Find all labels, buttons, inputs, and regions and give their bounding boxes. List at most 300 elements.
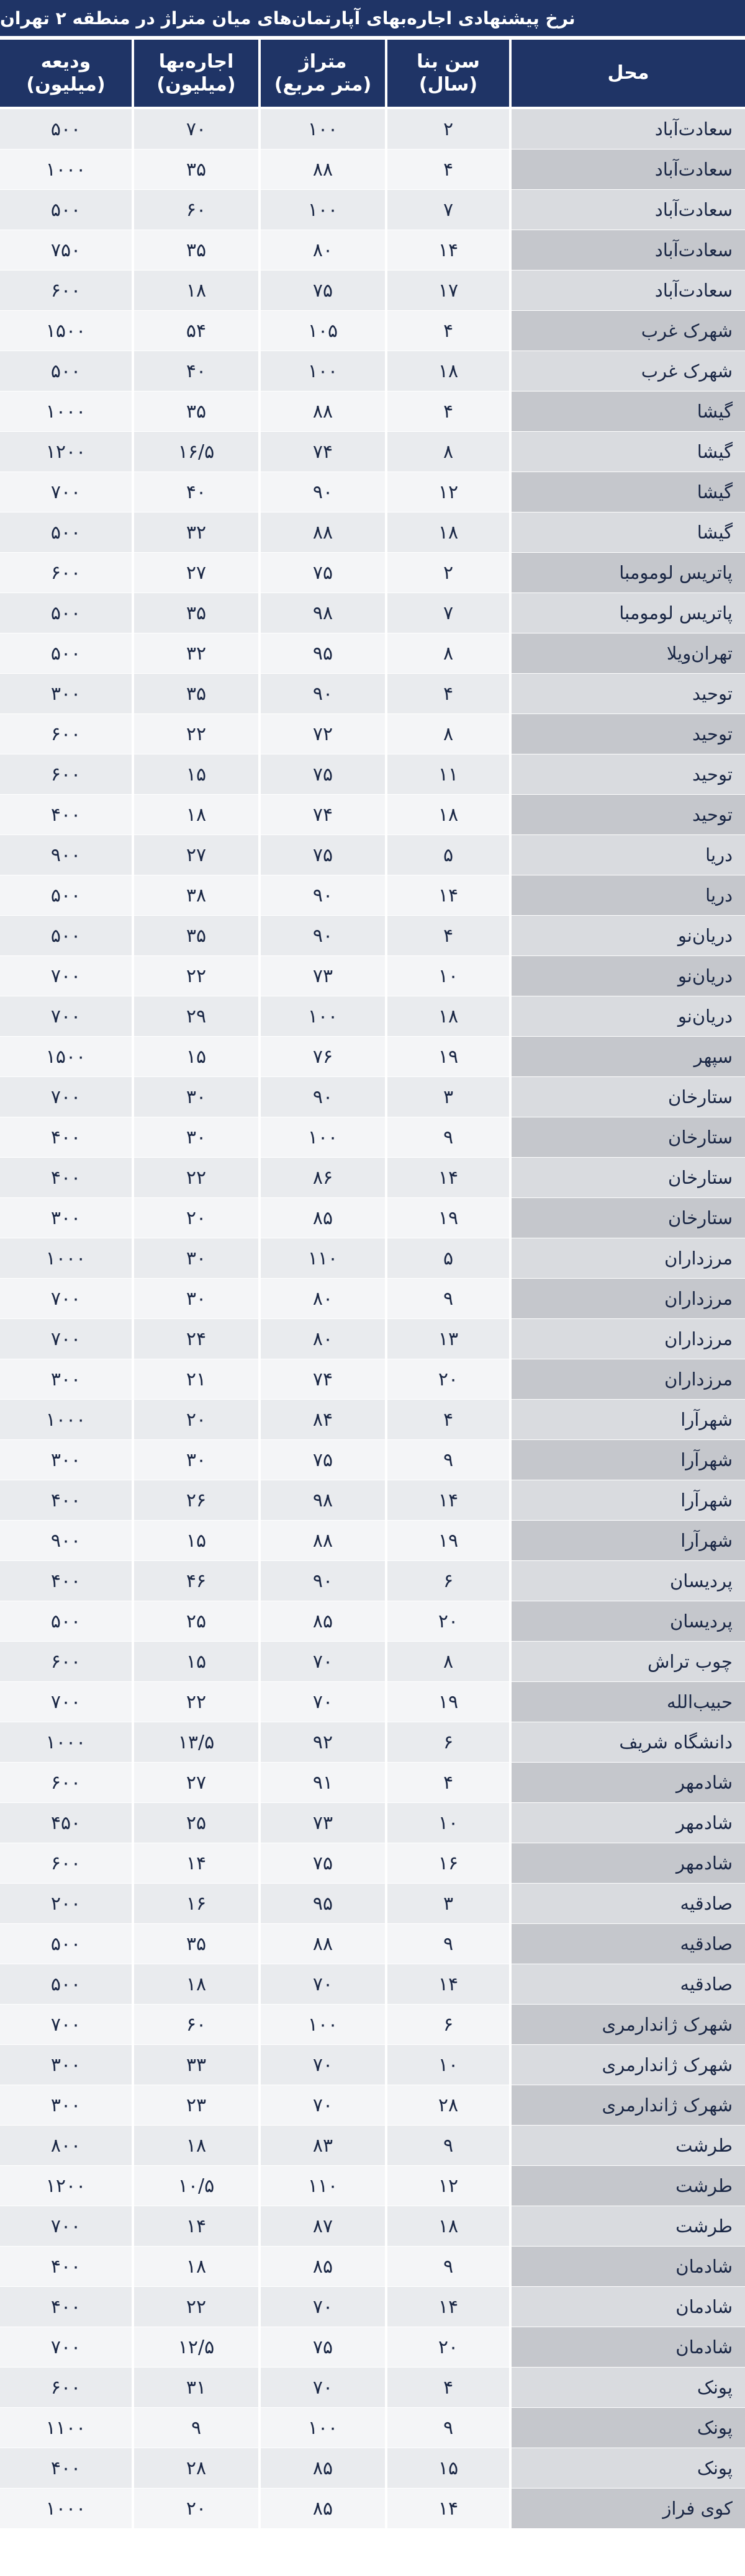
cell-location-text: صادقیه [680,1893,733,1914]
cell-area [261,391,385,431]
cell-location [512,1037,745,1076]
cell-rent [134,2166,258,2206]
cell-rent [134,472,258,512]
cell-deposit-text: ۶۰۰ [50,561,81,584]
cell-rent [134,2489,258,2528]
column-header-rent-label: اجاره‌بها [158,50,234,73]
cell-location-text: توحید [692,683,733,704]
cell-building-age [387,2368,509,2407]
cell-area [261,1803,385,1843]
cell-area [261,956,385,996]
cell-building-age-text: ۴ [443,1408,454,1431]
cell-area [261,1198,385,1238]
cell-deposit [0,835,132,875]
table-row [0,996,745,1036]
cell-area [261,1480,385,1520]
cell-area [261,2005,385,2044]
cell-rent-text: ۲۲ [186,2296,207,2318]
cell-area-text: ۹۰ [312,1570,333,1592]
cell-deposit [0,1117,132,1157]
cell-area-text: ۸۵ [312,2457,333,2479]
cell-building-age-text: ۱۲ [438,2175,459,2197]
cell-deposit [0,2287,132,2327]
table-body [0,109,745,2528]
cell-building-age-text: ۸ [443,1650,454,1673]
cell-deposit [0,593,132,633]
cell-deposit [0,109,132,149]
cell-area [261,2166,385,2206]
cell-location-text: تهران‌ویلا [666,643,733,664]
cell-area-text: ۷۵ [312,561,333,584]
cell-area-text: ۸۰ [312,1328,333,1350]
cell-deposit-text: ۳۰۰ [50,682,81,705]
cell-area [261,1440,385,1480]
cell-rent-text: ۵۴ [186,320,207,342]
cell-rent-text: ۲۰ [186,2497,207,2520]
cell-building-age-text: ۱۰ [438,2054,459,2076]
cell-location-text: سپهر [693,1046,733,1067]
cell-area-text: ۷۰ [312,1650,333,1673]
cell-building-age [387,835,509,875]
cell-area-text: ۷۰ [312,2054,333,2076]
table-row [0,2206,745,2246]
cell-deposit [0,2206,132,2246]
cell-building-age-text: ۱۸ [438,360,459,382]
cell-deposit [0,1238,132,1278]
cell-rent [134,1924,258,1964]
cell-location [512,1077,745,1117]
table-row [0,512,745,552]
cell-area [261,2247,385,2286]
cell-rent-text: ۳۲ [186,642,207,664]
cell-rent-text: ۳۸ [186,884,207,906]
cell-building-age-text: ۱۹ [438,1045,459,1068]
cell-area [261,1521,385,1560]
cell-rent [134,1803,258,1843]
cell-location-text: گیشا [697,522,733,543]
cell-deposit-text: ۱۰۰۰ [45,400,86,423]
cell-deposit-text: ۴۵۰ [50,1812,81,1834]
cell-building-age-text: ۱۴ [438,2497,459,2520]
cell-rent-text: ۳۰ [186,1126,207,1148]
table-row [0,190,745,230]
cell-building-age-text: ۲۸ [438,2094,459,2116]
cell-deposit [0,674,132,713]
table-row [0,150,745,189]
cell-rent-text: ۲۹ [186,1005,207,1027]
cell-area [261,1037,385,1076]
cell-deposit-text: ۵۰۰ [50,360,81,382]
cell-building-age [387,2448,509,2488]
cell-deposit-text: ۵۰۰ [50,602,81,624]
cell-building-age [387,472,509,512]
column-header-rent [134,40,258,107]
cell-deposit-text: ۷۰۰ [50,2215,81,2237]
table-row [0,956,745,996]
cell-deposit-text: ۹۰۰ [50,844,81,866]
cell-building-age-text: ۹ [443,1126,454,1148]
cell-building-age-text: ۹ [443,2417,454,2439]
cell-location-text: کوی فراز [662,2498,733,2519]
cell-building-age-text: ۶ [443,1731,454,1753]
cell-location-text: شهرآرا [680,1449,733,1470]
cell-deposit-text: ۱۰۰۰ [45,1731,86,1753]
table-row [0,1561,745,1601]
cell-deposit-text: ۵۰۰ [50,642,81,664]
cell-building-age [387,1198,509,1238]
cell-area-text: ۸۵ [312,2497,333,2520]
cell-area [261,2206,385,2246]
cell-deposit-text: ۷۰۰ [50,481,81,503]
cell-building-age-text: ۵ [443,1247,454,1269]
cell-deposit [0,956,132,996]
cell-location-text: مرزداران [664,1328,733,1349]
cell-deposit [0,150,132,189]
cell-deposit [0,916,132,955]
cell-location [512,1642,745,1681]
cell-deposit [0,2448,132,2488]
cell-rent [134,1319,258,1359]
cell-location-text: شادمهر [676,1772,733,1793]
cell-area-text: ۹۸ [312,1489,333,1511]
cell-rent-text: ۲۳ [186,2094,207,2116]
cell-rent [134,1521,258,1560]
table-row [0,593,745,633]
cell-rent [134,1480,258,1520]
cell-deposit-text: ۳۰۰ [50,2054,81,2076]
cell-building-age-text: ۱۲ [438,481,459,503]
cell-area [261,1359,385,1399]
cell-building-age [387,996,509,1036]
cell-building-age-text: ۴ [443,682,454,705]
cell-building-age [387,553,509,593]
cell-rent-text: ۲۱ [186,1368,207,1390]
cell-rent [134,875,258,915]
cell-location-text: پردیسان [669,1611,733,1632]
cell-area-text: ۱۰۰ [307,2417,338,2439]
column-header-age [387,40,509,107]
cell-rent [134,1158,258,1197]
cell-building-age-text: ۲ [443,561,454,584]
cell-building-age-text: ۱۴ [438,884,459,906]
cell-rent-text: ۱۵ [186,1045,207,1068]
table-row [0,553,745,593]
cell-location-text: شهرک ژاندارمری [602,2095,733,2116]
cell-rent [134,1279,258,1318]
cell-location-text: پونک [697,2457,733,2479]
cell-building-age [387,1924,509,1964]
cell-building-age [387,271,509,310]
cell-deposit-text: ۶۰۰ [50,2376,81,2399]
cell-rent [134,714,258,754]
cell-building-age [387,875,509,915]
cell-rent [134,593,258,633]
cell-location [512,1480,745,1520]
cell-building-age [387,1319,509,1359]
cell-area [261,1964,385,2004]
cell-building-age [387,1803,509,1843]
cell-rent-text: ۱۶/۵ [178,441,215,463]
cell-area [261,1117,385,1157]
cell-deposit [0,1521,132,1560]
cell-rent-text: ۱۸ [186,1973,207,1995]
cell-rent-text: ۲۷ [186,561,207,584]
cell-rent [134,432,258,472]
cell-location-text: پونک [697,2377,733,2398]
cell-location [512,1682,745,1722]
cell-deposit [0,1964,132,2004]
cell-location [512,2206,745,2246]
cell-location [512,1884,745,1923]
cell-building-age-text: ۱۸ [438,803,459,826]
cell-location [512,1319,745,1359]
cell-building-age [387,1682,509,1722]
cell-deposit [0,1440,132,1480]
cell-area [261,1238,385,1278]
cell-area-text: ۸۷ [312,2215,333,2237]
cell-deposit-text: ۳۰۰ [50,1368,81,1390]
cell-rent [134,1601,258,1641]
cell-location [512,512,745,552]
cell-area-text: ۸۸ [312,158,333,181]
table-row [0,1601,745,1641]
cell-area [261,714,385,754]
cell-building-age-text: ۱۶ [438,1852,459,1874]
column-header-area [261,40,385,107]
cell-building-age-text: ۹ [443,2255,454,2278]
cell-area-text: ۷۴ [312,441,333,463]
table-row [0,391,745,431]
cell-deposit-text: ۳۰۰ [50,1449,81,1471]
cell-rent [134,795,258,834]
cell-building-age [387,1521,509,1560]
cell-area-text: ۸۸ [312,1529,333,1552]
cell-rent [134,674,258,713]
cell-area [261,916,385,955]
cell-rent [134,351,258,391]
cell-area-text: ۸۵ [312,1610,333,1632]
cell-location-text: سعادت‌آباد [654,119,733,140]
column-header-location-label: محل [607,62,649,84]
table-row [0,1359,745,1399]
cell-deposit-text: ۵۰۰ [50,118,81,140]
cell-building-age [387,2166,509,2206]
table-row [0,1279,745,1318]
cell-deposit [0,311,132,351]
cell-area [261,2368,385,2407]
cell-building-age [387,1359,509,1399]
cell-area-text: ۷۲ [312,723,333,745]
cell-location-text: ستارخان [668,1127,733,1148]
table-row [0,1722,745,1762]
cell-area [261,2287,385,2327]
cell-building-age [387,1238,509,1278]
cell-deposit-text: ۱۲۰۰ [45,441,86,463]
cell-location-text: حبیب‌الله [667,1691,733,1712]
cell-area [261,795,385,834]
cell-building-age [387,795,509,834]
cell-location-text: شادمهر [676,1812,733,1833]
cell-location [512,875,745,915]
cell-location-text: دریان‌نو [677,965,733,986]
cell-area [261,835,385,875]
cell-area-text: ۷۵ [312,2336,333,2358]
cell-location [512,1440,745,1480]
cell-area-text: ۹۰ [312,1086,333,1108]
cell-rent [134,2287,258,2327]
cell-building-age [387,1077,509,1117]
cell-building-age [387,714,509,754]
cell-location [512,1198,745,1238]
table-row [0,1964,745,2004]
cell-area [261,2408,385,2448]
column-header-area-label: متراژ [299,50,347,73]
cell-rent [134,1400,258,1439]
cell-building-age-text: ۳ [443,1892,454,1915]
cell-deposit-text: ۵۰۰ [50,884,81,906]
cell-deposit [0,2247,132,2286]
cell-rent-text: ۶۰ [186,199,207,221]
cell-area [261,593,385,633]
cell-location [512,996,745,1036]
cell-location-text: شهرآرا [680,1409,733,1430]
cell-deposit-text: ۱۲۰۰ [45,2175,86,2197]
cell-location [512,271,745,310]
cell-rent-text: ۷۰ [186,118,207,140]
cell-area [261,109,385,149]
cell-building-age-text: ۱۹ [438,1207,459,1229]
cell-building-age-text: ۱۹ [438,1529,459,1552]
cell-area-text: ۱۰۰ [307,1126,338,1148]
cell-area-text: ۸۸ [312,400,333,423]
cell-rent [134,109,258,149]
cell-rent [134,391,258,431]
cell-location [512,633,745,673]
cell-building-age-text: ۲ [443,118,454,140]
cell-rent [134,1037,258,1076]
cell-location [512,2166,745,2206]
cell-rent [134,2247,258,2286]
cell-area [261,633,385,673]
cell-area-text: ۷۰ [312,2094,333,2116]
cell-rent-text: ۳۲ [186,521,207,543]
cell-area-text: ۱۰۰ [307,1005,338,1027]
cell-rent-text: ۳۰ [186,1287,207,1310]
cell-building-age [387,109,509,149]
cell-area [261,1722,385,1762]
cell-deposit-text: ۶۰۰ [50,1650,81,1673]
cell-area-text: ۹۰ [312,481,333,503]
cell-location [512,2327,745,2367]
cell-rent [134,2126,258,2165]
cell-location-text: پاتریس لومومبا [619,602,733,624]
cell-building-age-text: ۱۸ [438,1005,459,1027]
cell-area-text: ۹۸ [312,602,333,624]
cell-area-text: ۹۵ [312,1892,333,1915]
cell-deposit [0,351,132,391]
cell-area-text: ۸۴ [312,1408,333,1431]
cell-deposit [0,875,132,915]
cell-building-age-text: ۲۰ [438,1368,459,1390]
cell-building-age [387,1279,509,1318]
cell-deposit-text: ۶۰۰ [50,723,81,745]
cell-area [261,512,385,552]
cell-building-age-text: ۱۴ [438,1166,459,1189]
cell-deposit-text: ۵۰۰ [50,1610,81,1632]
cell-location-text: سعادت‌آباد [654,159,733,180]
table-row [0,754,745,794]
table-row [0,674,745,713]
cell-location [512,2247,745,2286]
cell-rent [134,553,258,593]
cell-deposit-text: ۱۵۰۰ [45,1045,86,1068]
cell-location-text: توحید [692,804,733,825]
cell-rent [134,2206,258,2246]
cell-building-age-text: ۹ [443,1449,454,1471]
cell-building-age [387,351,509,391]
cell-location-text: پونک [697,2417,733,2438]
cell-building-age-text: ۲۰ [438,2336,459,2358]
cell-area-text: ۸۵ [312,2255,333,2278]
table-row [0,109,745,149]
cell-rent [134,2408,258,2448]
cell-location [512,1964,745,2004]
cell-rent [134,1561,258,1601]
cell-location-text: دریان‌نو [677,1006,733,1027]
cell-deposit-text: ۴۰۰ [50,2255,81,2278]
cell-rent [134,996,258,1036]
cell-building-age [387,2247,509,2286]
cell-deposit [0,1763,132,1802]
cell-building-age-text: ۱۸ [438,2215,459,2237]
cell-rent-text: ۳۰ [186,1247,207,1269]
cell-rent-text: ۱۰/۵ [178,2175,215,2197]
cell-area [261,1843,385,1883]
page-title: نرخ پیشنهادی اجاره‌بهای آپارتمان‌های میان متراژ در منطقه ۲ تهران [0,0,745,36]
table-row [0,1238,745,1278]
table-row [0,1319,745,1359]
cell-deposit [0,432,132,472]
cell-deposit [0,2489,132,2528]
cell-location-text: صادقیه [680,1974,733,1995]
cell-deposit-text: ۱۰۰۰ [45,1247,86,1269]
cell-area [261,2085,385,2125]
cell-rent-text: ۱۳/۵ [178,1731,215,1753]
cell-building-age [387,1642,509,1681]
cell-building-age [387,1440,509,1480]
cell-deposit-text: ۸۰۰ [50,2134,81,2157]
cell-deposit-text: ۵۰۰ [50,1933,81,1955]
table-row [0,472,745,512]
cell-rent-text: ۲۴ [186,1328,207,1350]
cell-location-text: شهرک غرب [641,360,733,382]
table-row [0,311,745,351]
cell-deposit-text: ۷۰۰ [50,1328,81,1350]
cell-location [512,714,745,754]
cell-deposit-text: ۴۰۰ [50,1126,81,1148]
cell-area-text: ۱۰۵ [307,320,338,342]
cell-area-text: ۷۰ [312,2376,333,2399]
cell-location [512,2085,745,2125]
cell-building-age-text: ۴ [443,400,454,423]
cell-location-text: شادمان [675,2337,733,2358]
cell-location [512,2005,745,2044]
cell-rent-text: ۱۴ [186,2215,207,2237]
cell-area [261,1763,385,1802]
table-row [0,1440,745,1480]
cell-rent [134,916,258,955]
cell-location-text: گیشا [697,441,733,462]
